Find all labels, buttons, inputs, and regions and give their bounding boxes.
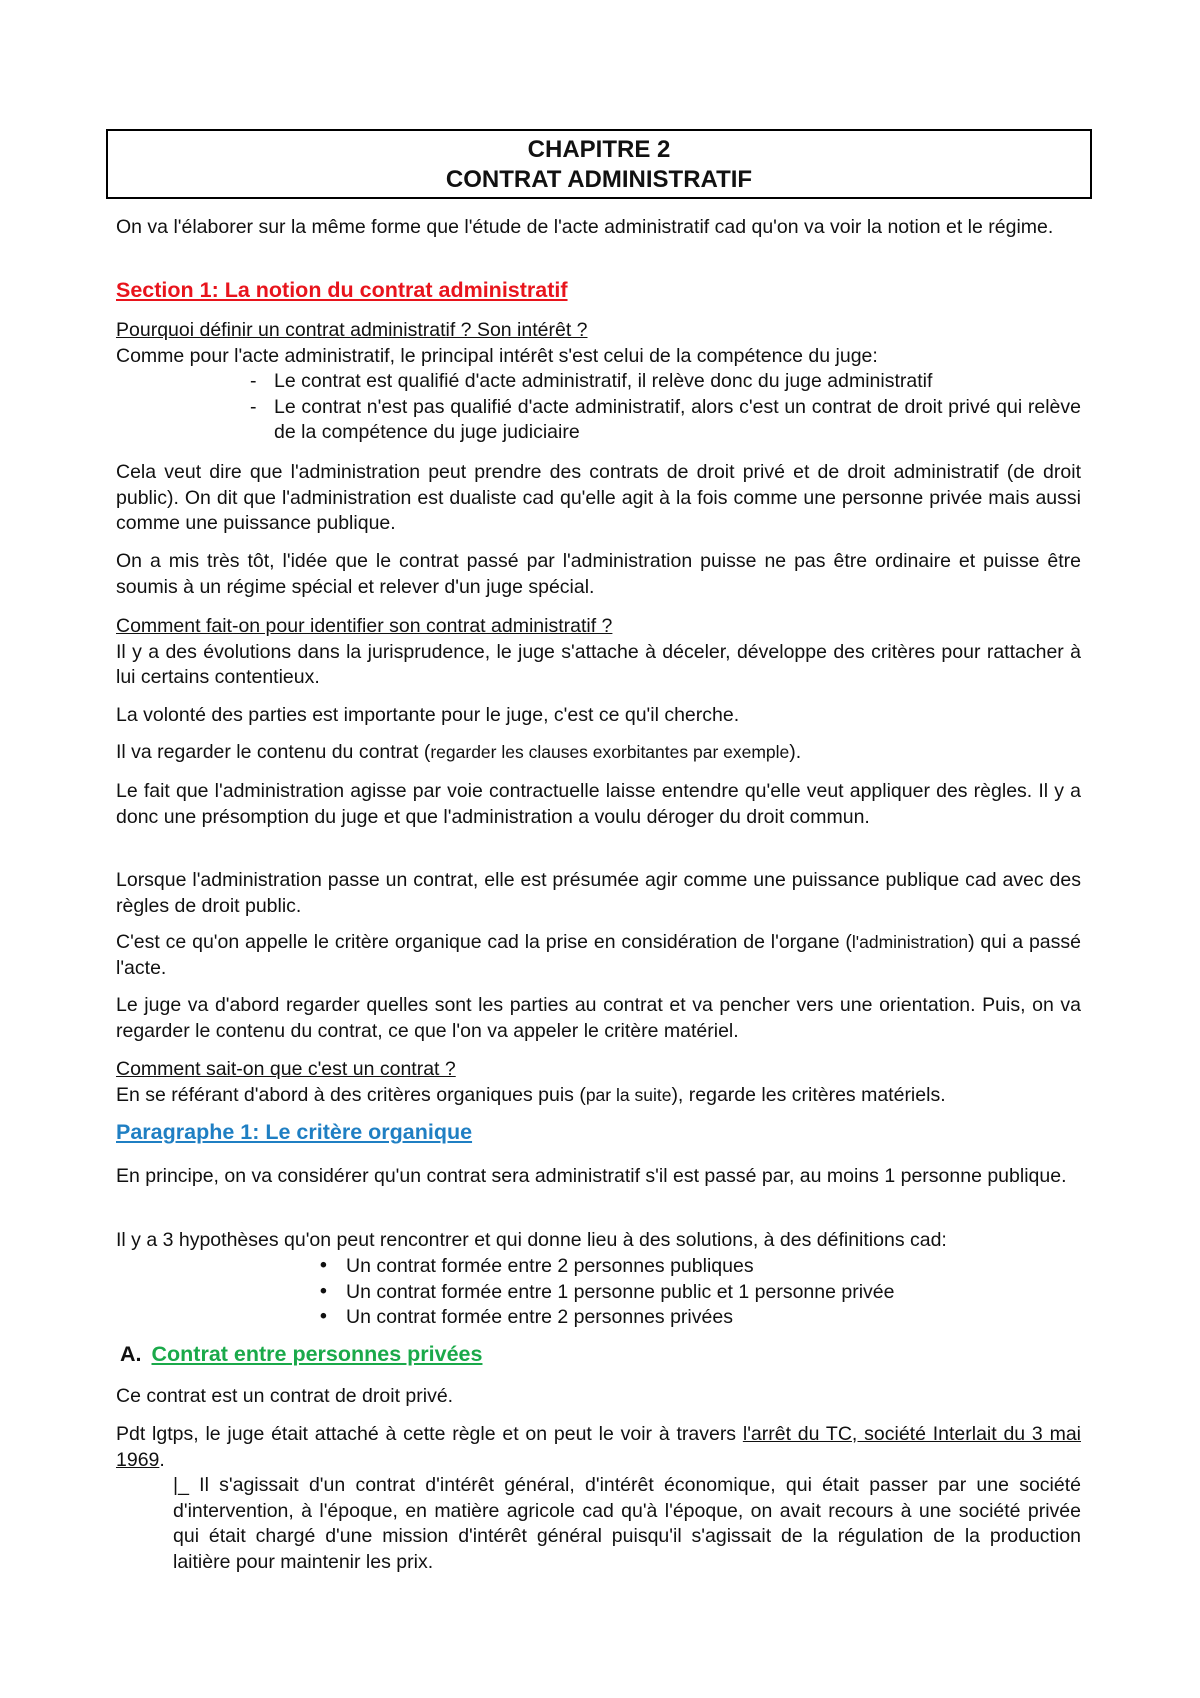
list-item: - Le contrat n'est pas qualifié d'acte administratif, alors c'est un contrat de droit privé qui relève de la compétence du juge judiciaire [250,395,1081,443]
paragraph-1-text-2: Il y a 3 hypothèses qu'on peut rencontrer et qui donne lieu à des solutions, à des définitions cad: [116,1229,947,1251]
question-2: Comment fait-on pour identifier son contrat administratif ? [116,615,613,637]
list-item: • Un contrat formée entre 2 personnes privées [320,1305,733,1328]
competence-dash-list [250,369,1081,446]
chapter-title-box [106,129,1092,199]
section-1-heading [116,278,1081,305]
section-1-paragraph-5: La volonté des parties est importante pour le juge, c'est ce qu'il cherche. [116,704,740,726]
section-1-paragraph-10: Le juge va d'abord regarder quelles sont les parties au contrat et va pencher vers une orientation. Puis, on va regarder le contenu du contrat, ce que l'on va appeler le critère matériel. [116,994,1081,1042]
question-3: Comment sait-on que c'est un contrat ? [116,1058,456,1080]
sub-a-heading [120,1342,1085,1369]
section-1-paragraph-1: Comme pour l'acte administratif, le principal intérêt s'est celui de la compétence du juge: [116,344,878,367]
sub-a-title: Contrat entre personnes privées [151,1342,483,1366]
question-1-block [116,318,1081,369]
section-1-paragraph-8: Lorsque l'administration passe un contrat, elle est présumée agir comme une puissance publique cad avec des règles de droit public. [116,869,1081,917]
question-1: Pourquoi définir un contrat administratif ? Son intérêt ? [116,319,588,341]
sub-a-letter: A. [120,1342,142,1366]
paragraph-1-heading [116,1120,1081,1147]
paragraph-1-title: Paragraphe 1: Le critère organique [116,1120,473,1144]
intro-paragraph: On va l'élaborer sur la même forme que l'étude de l'acte administratif cad qu'on va voir la notion et le régime. [116,216,1054,238]
sub-a-paragraph-2: Pdt lgtps, le juge était attaché à cette règle et on peut le voir à travers l'arrêt du TC, société Interlait du 3 mai 1969. [116,1423,1081,1471]
chapter-number: CHAPITRE 2 [527,136,671,163]
sub-a-paragraph-1: Ce contrat est un contrat de droit privé. [116,1385,454,1407]
section-1-paragraph-2: Cela veut dire que l'administration peut prendre des contrats de droit privé et de droit administratif (de droit public). On dit que l'administration est dualiste cad qu'elle agit à la fois comme une personne privée mais aussi comme une puissance publique. [116,461,1081,534]
section-1-paragraph-4: Il y a des évolutions dans la jurisprudence, le juge s'attache à déceler, développe des critères pour rattacher à lui certains contentieux. [116,640,1081,688]
list-item: • Un contrat formée entre 2 personnes publiques [320,1254,754,1277]
section-1-paragraph-9: C'est ce qu'on appelle le critère organique cad la prise en considération de l'organe (l'administration) qui a passé l'acte. [116,931,1081,979]
list-item: • Un contrat formée entre 1 personne public et 1 personne privée [320,1279,895,1303]
section-1-paragraph-7: Le fait que l'administration agisse par voie contractuelle laisse entendre qu'elle veut appliquer des règles. Il y a donc une présomption du juge et que l'administration a voulu déroger du droit commun. [116,780,1081,828]
chapter-title: CONTRAT ADMINISTRATIF [445,166,753,193]
section-1-paragraph-3: On a mis très tôt, l'idée que le contrat passé par l'administration puisse ne pas être ordinaire et puisse être soumis à un régime spécial et relever d'un juge spécial. [116,550,1081,598]
question-3-block [116,1057,1081,1108]
sub-a-paragraph-3: |_ Il s'agissait d'un contrat d'intérêt général, d'intérêt économique, qui était passer par une société d'intervention, à l'époque, en matière agricole cad qu'à l'époque, on avait recours à une société privée qui était chargé d'une mission d'intérêt général puisqu'il s'agissait de la régulation de la production laitière pour maintenir les prix. [173,1474,1081,1573]
question-2-block [116,614,1081,691]
interlait-reference: l'arrêt du TC, société Interlait du 3 mai 1969 [116,1423,1081,1471]
section-1-title: Section 1: La notion du contrat administratif [116,278,568,302]
list-item: - Le contrat est qualifié d'acte administratif, il relève donc du juge administratif [250,370,933,392]
hypotheses-bullet-list [318,1254,1081,1331]
section-1-paragraph-6: Il va regarder le contenu du contrat (regarder les clauses exorbitantes par exemple). [116,741,802,763]
section-1-paragraph-11: En se référant d'abord à des critères organiques puis (par la suite), regarde les critères matériels. [116,1083,946,1106]
paragraph-1-text-1: En principe, on va considérer qu'un contrat sera administratif s'il est passé par, au moins 1 personne publique. [116,1165,1067,1187]
